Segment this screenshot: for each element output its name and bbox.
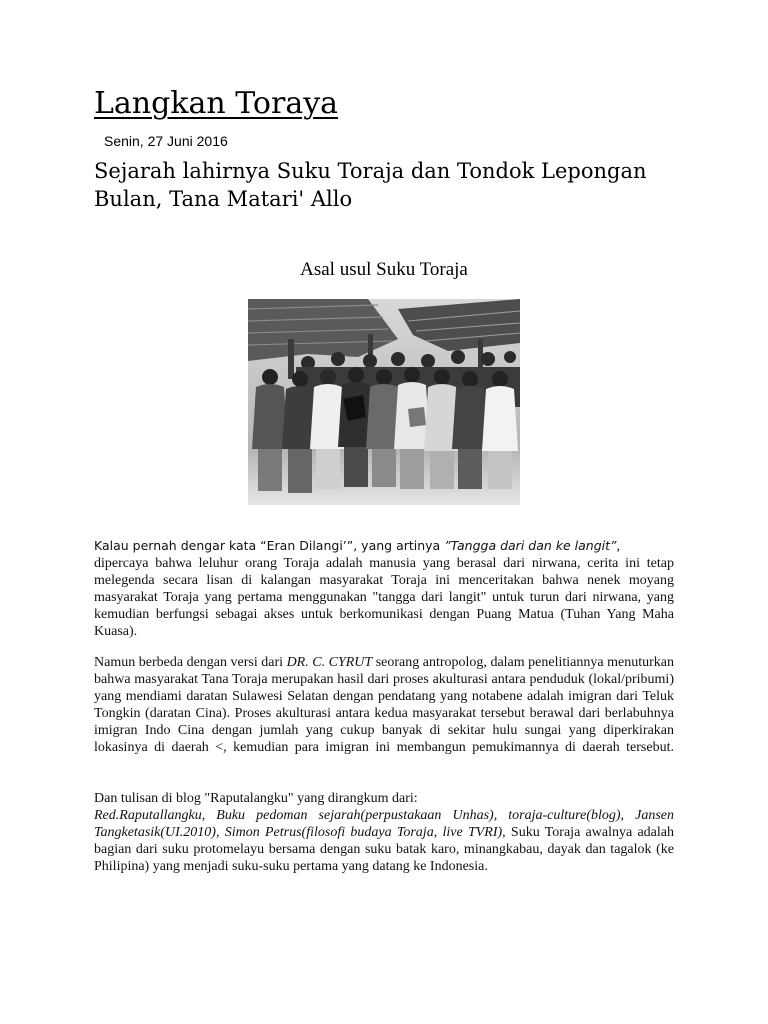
paragraph-2-author: DR. C. CYRUT [286, 655, 373, 670]
paragraph-3-body: , Suku Toraja awalnya adalah bagian dari suku protomelayu bersama dengan suku batak karo, minangkabau, dayak dan tagalok (ke Philipina) yang menjadi suku-suku pertama yang datang ke Indonesia. [94, 825, 674, 874]
paragraph-3-sources: Red.Raputallangku, Buku pedoman sejarah(perpustakaan Unhas), toraja-culture(blog), Jansen Tangketasik(UI.2010), Simon Petrus(filosofi budaya Toraja, live TVRI) [94, 808, 674, 840]
paragraph-1-lead: Kalau pernah dengar kata “Eran Dilangi’”, yang artinya [94, 538, 445, 553]
paragraph-1-body: dipercaya bahwa leluhur orang Toraja adalah manusia yang berasal dari nirwana, cerita ini tetap melegenda secara lisan di kalangan masyarakat Toraja ini menceritakan bahwa nenek moyang masyarakat Toraja yang pertama menggunakan "tangga dari langit" untuk turun dari nirwana, yang kemudian berfungsi sebagai akses untuk berkomunikasi dengan Puang Matua (Tuhan Yang Maha Kuasa). [94, 556, 674, 639]
post-date: Senin, 27 Juni 2016 [104, 133, 228, 149]
paragraph-3-intro: Dan tulisan di blog "Raputalangku" yang dirangkum dari: [94, 791, 418, 806]
section-heading: Asal usul Suku Toraja [300, 259, 468, 280]
paragraph-1 [94, 537, 674, 640]
paragraph-1-lead-end: , [616, 539, 620, 554]
paragraph-2 [94, 654, 674, 756]
paragraph-2-start: Namun berbeda dengan versi dari [94, 655, 287, 670]
toraja-group-photo [248, 299, 520, 505]
blog-title[interactable]: Langkan Toraya [94, 86, 339, 121]
group-photo-icon [248, 299, 520, 505]
paragraph-3 [94, 790, 674, 875]
post-title[interactable]: Sejarah lahirnya Suku Toraja dan Tondok Lepongan Bulan, Tana Matari' Allo [94, 159, 647, 211]
paragraph-1-quote: ”Tangga dari dan ke langit” [444, 538, 617, 553]
paragraph-2-body: seorang antropolog, dalam penelitiannya menuturkan bahwa masyarakat Tana Toraja merupakan hasil dari proses akulturasi antara penduduk (lokal/pribumi) yang mendiami daratan Sulawesi Selatan dengan pendatang yang notabene adalah imigran dari Teluk Tongkin (daratan Cina). Proses akulturasi antara kedua masyarakat tersebut berawal dari berlabuhnya imigran Indo Cina dengan jumlah yang cukup banyak di sekitar hulu sungai yang diperkirakan lokasinya di daerah <, kemudian para imigran ini membangun pemukimannya di daerah tersebut. [94, 655, 674, 755]
